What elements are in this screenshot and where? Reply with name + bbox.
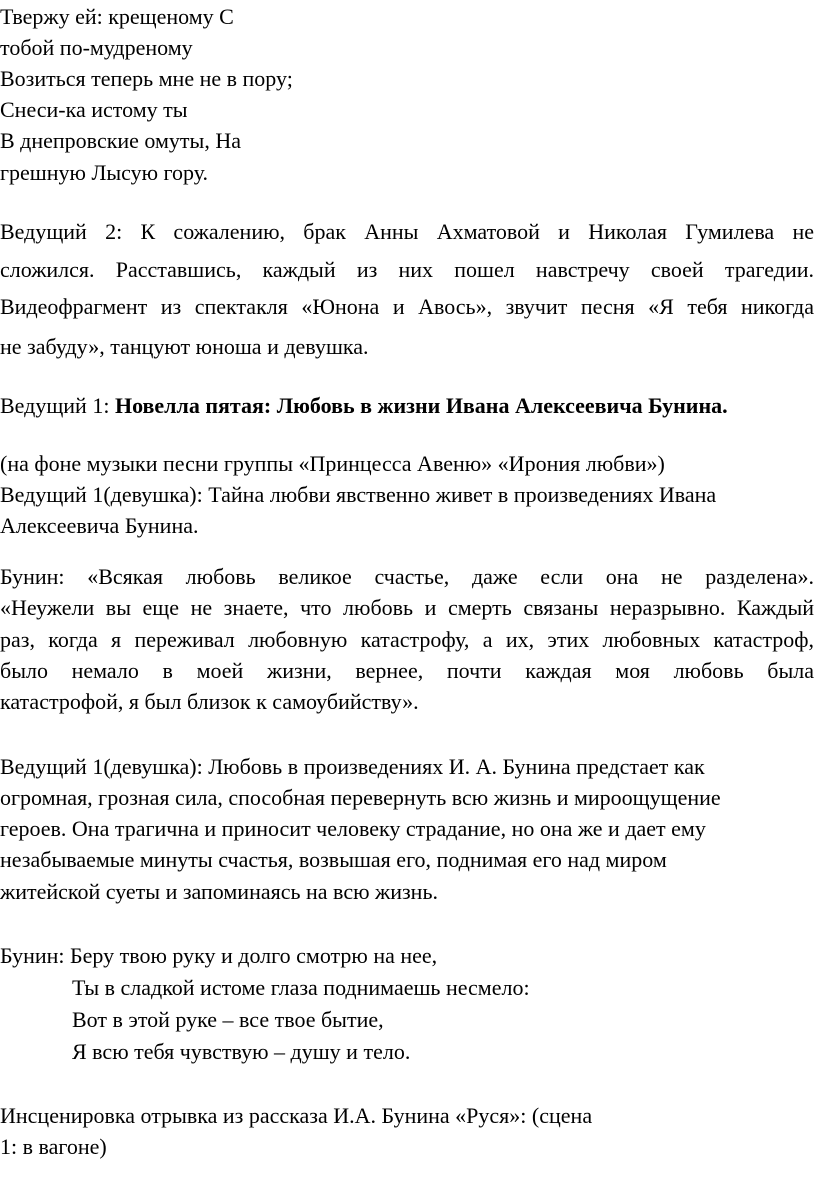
paragraph-line: сложился. Расставшись, каждый из них пошел навстречу своей трагедии. (0, 257, 814, 282)
poem-line: Ты в сладкой истоме глаза поднимаешь несмело: (72, 975, 530, 1000)
paragraph-line: Бунин: «Всякая любовь великое счастье, даже если она не разделена». (0, 564, 814, 589)
paragraph-line: 1: в вагоне) (0, 1134, 107, 1159)
paragraph-line: «Неужели вы еще не знаете, что любовь и смерть связаны неразрывно. Каждый (0, 595, 814, 620)
paragraph-line: житейской суеты и запоминаясь на всю жизнь. (0, 879, 438, 904)
paragraph-line: Ведущий 2: К сожалению, брак Анны Ахматовой и Николая Гумилева не (0, 219, 814, 244)
paragraph-line: катастрофой, я был близок к самоубийству». (0, 689, 419, 714)
paragraph-line: незабываемые минуты счастья, возвышая его, поднимая его над миром (0, 847, 667, 872)
poem-line: В днепровские омуты, На (0, 128, 241, 153)
paragraph-line: Видеофрагмент из спектакля «Юнона и Авось», звучит песня «Я тебя никогда (0, 294, 814, 319)
paragraph-line: Ведущий 1(девушка): Любовь в произведениях И. А. Бунина предстает как (0, 754, 705, 779)
poem-line: Снеси-ка истому ты (0, 97, 188, 122)
paragraph-line: Ведущий 1(девушка): Тайна любви явственно живет в произведениях Ивана (0, 482, 717, 507)
poem-line: Бунин: Беру твою руку и долго смотрю на нее, (0, 943, 438, 968)
paragraph-line: не забуду», танцуют юноша и девушка. (0, 334, 369, 359)
novella-speaker: Ведущий 1: (0, 393, 115, 418)
poem-line: Твержу ей: крещеному С (0, 4, 234, 29)
paragraph-line: героев. Она трагична и приносит человеку страдание, но она же и дает ему (0, 816, 706, 841)
novella-heading (0, 391, 728, 421)
poem-line: Я всю тебя чувствую – душу и тело. (72, 1039, 411, 1064)
poem-line: Возиться теперь мне не в пору; (0, 66, 293, 91)
poem-line: тобой по-мудреному (0, 35, 193, 60)
paragraph-line: Инсценировка отрывка из рассказа И.А. Бунина «Руся»: (сцена (0, 1103, 593, 1128)
poem-line: Вот в этой руке – все твое бытие, (72, 1007, 384, 1032)
novella-title: Новелла пятая: Любовь в жизни Ивана Алексеевича Бунина. (114, 393, 728, 418)
paragraph-line: было немало в моей жизни, вернее, почти каждая моя любовь была (0, 658, 814, 683)
poem-line: грешную Лысую гору. (0, 160, 209, 185)
paragraph-line: раз, когда я переживал любовную катастрофу, а их, этих любовных катастроф, (0, 627, 814, 652)
paragraph-line: (на фоне музыки песни группы «Принцесса Авеню» «Ирония любви») (0, 451, 665, 476)
paragraph-line: Алексеевича Бунина. (0, 513, 199, 538)
paragraph-line: огромная, грозная сила, способная перевернуть всю жизнь и мироощущение (0, 785, 721, 810)
